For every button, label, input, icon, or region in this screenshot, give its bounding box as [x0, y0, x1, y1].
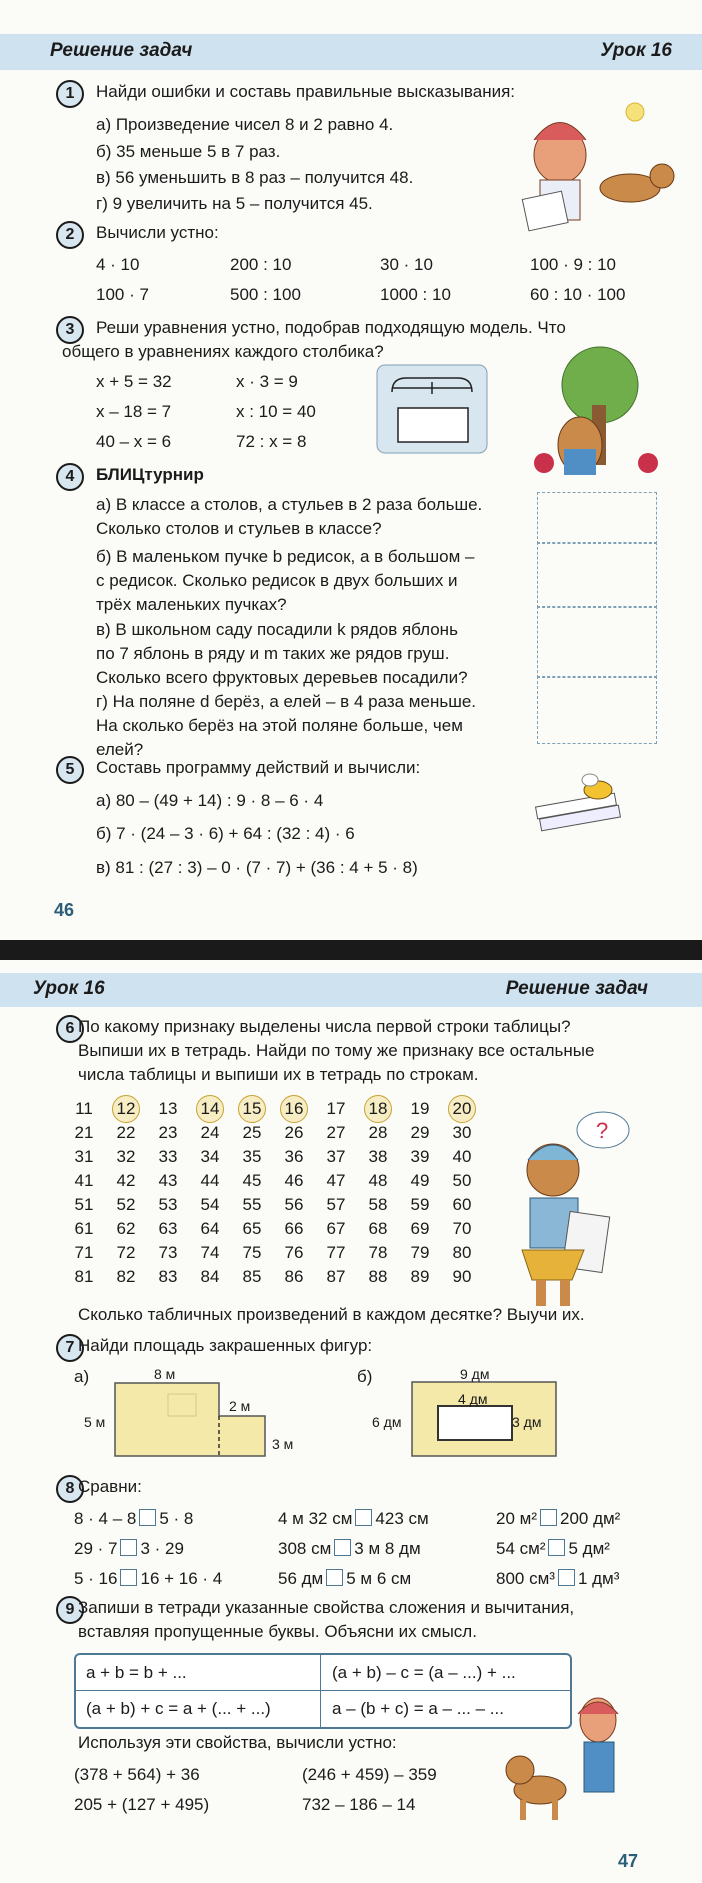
page-number: 46 [54, 900, 75, 920]
table-cell: 62 [116, 1219, 136, 1238]
task-title: Найди ошибки и составь правильные высказывания: [96, 82, 516, 101]
figure-label: б) [357, 1367, 373, 1386]
table-cell: 15 [242, 1099, 262, 1118]
table-cell: 71 [74, 1243, 94, 1262]
page-46 [0, 0, 702, 940]
dimension-label: 2 м [229, 1398, 251, 1414]
table-cell: 50 [452, 1171, 472, 1190]
expression: 4 · 10 [96, 255, 140, 274]
task-title: Сравни: [78, 1477, 142, 1496]
table-cell: 48 [368, 1171, 388, 1190]
equation: 72 : x = 8 [236, 432, 307, 451]
figure-a-shape [112, 1380, 272, 1460]
table-cell: 64 [200, 1219, 220, 1238]
expression: 732 – 186 – 14 [302, 1795, 416, 1814]
compare-left: 54 см² [496, 1539, 546, 1558]
equation: x : 10 = 40 [236, 402, 316, 421]
task-title: Реши уравнения устно, подобрав подходящую модель. Что [96, 318, 566, 337]
dimension-label: 5 м [84, 1414, 106, 1430]
expression: а) 80 – (49 + 14) : 9 · 8 – 6 · 4 [96, 791, 324, 810]
problem-line: елей? [96, 740, 144, 759]
task-number: 4 [56, 463, 84, 491]
expression: 205 + (127 + 495) [74, 1795, 210, 1814]
task-number: 6 [56, 1015, 84, 1043]
table-cell: 60 [452, 1195, 472, 1214]
table-cell: 70 [452, 1219, 472, 1238]
task-number: 3 [56, 316, 84, 344]
property-cell: (a + b) – c = (a – ...) + ... [332, 1663, 516, 1682]
header-topic: Решение задач [50, 40, 193, 61]
problem-line: в) В школьном саду посадили k рядов яблонь [96, 620, 458, 639]
table-cell: 19 [410, 1099, 430, 1118]
table-cell: 85 [242, 1267, 262, 1286]
answer-box[interactable] [355, 1509, 372, 1526]
compare-right: 423 см [375, 1509, 429, 1528]
monkey-with-book-illustration [508, 1110, 638, 1310]
dimension-label: 8 м [154, 1366, 176, 1382]
compare-right: 200 дм² [559, 1509, 621, 1528]
compare-left: 5 · 16 [74, 1569, 118, 1588]
compare-right: 5 м 6 см [346, 1569, 412, 1588]
task-number: 7 [56, 1334, 84, 1362]
table-cell: 58 [368, 1195, 388, 1214]
table-cell: 39 [410, 1147, 430, 1166]
answer-box[interactable] [558, 1569, 575, 1586]
table-cell: 45 [242, 1171, 262, 1190]
dimension-label: 3 м [272, 1436, 294, 1452]
equation: x · 3 = 9 [236, 372, 298, 391]
expression: 1000 : 10 [380, 285, 451, 304]
answer-box[interactable] [120, 1569, 137, 1586]
compare-item [496, 1567, 619, 1591]
dimension-label: 9 дм [460, 1366, 490, 1382]
table-cell: 78 [368, 1243, 388, 1262]
expression: 100 · 7 [96, 285, 149, 304]
table-cell: 80 [452, 1243, 472, 1262]
table-cell: 32 [116, 1147, 136, 1166]
answer-box[interactable] [139, 1509, 156, 1526]
table-cell: 44 [200, 1171, 220, 1190]
table-cell: 42 [116, 1171, 136, 1190]
dimension-label: 4 дм [458, 1391, 488, 1407]
task-title: Найди площадь закрашенных фигур: [78, 1336, 373, 1355]
dog-and-clown-illustration [500, 1690, 630, 1830]
table-cell: 16 [284, 1099, 304, 1118]
compare-left: 56 дм [278, 1569, 324, 1588]
table-cell: 35 [242, 1147, 262, 1166]
table-cell: 14 [200, 1099, 220, 1118]
compare-left: 20 м² [496, 1509, 537, 1528]
problem-line: по 7 яблонь в ряду и m таких же рядов груш. [96, 644, 450, 663]
header-topic: Решение задач [505, 978, 648, 999]
compare-left: 800 см³ [496, 1569, 555, 1588]
table-cell: 33 [158, 1147, 178, 1166]
table-cell: 28 [368, 1123, 388, 1142]
table-cell: 59 [410, 1195, 430, 1214]
answer-box[interactable] [548, 1539, 565, 1556]
task-title: Вычисли устно: [96, 223, 219, 242]
table-cell: 54 [200, 1195, 220, 1214]
table-cell: 29 [410, 1123, 430, 1142]
table-cell: 11 [75, 1099, 93, 1118]
compare-item [74, 1537, 184, 1561]
table-cell: 68 [368, 1219, 388, 1238]
task-item: г) 9 увеличить на 5 – получится 45. [96, 194, 373, 213]
expression: 30 · 10 [380, 255, 433, 274]
table-cell: 43 [158, 1171, 178, 1190]
expression: б) 7 · (24 – 3 · 6) + 64 : (32 : 4) · 6 [96, 824, 355, 843]
table-cell: 65 [242, 1219, 262, 1238]
compare-item [74, 1567, 222, 1591]
task-text: вставляя пропущенные буквы. Объясни их смысл. [78, 1622, 477, 1641]
table-cell: 20 [452, 1099, 472, 1118]
table-cell: 27 [326, 1123, 346, 1142]
answer-box[interactable] [537, 676, 657, 744]
task-title: общего в уравнениях каждого столбика? [62, 342, 384, 361]
table-cell: 88 [368, 1267, 388, 1286]
answer-box[interactable] [120, 1539, 137, 1556]
table-cell: 75 [242, 1243, 262, 1262]
table-divider [76, 1690, 570, 1691]
compare-item [278, 1567, 411, 1591]
dimension-label: 3 дм [512, 1414, 542, 1430]
problem-line: Сколько всего фруктовых деревьев посадили? [96, 668, 468, 687]
owl-tree-illustration [530, 345, 670, 485]
clown-with-dog-illustration [520, 100, 700, 240]
table-cell: 24 [200, 1123, 220, 1142]
table-cell: 34 [200, 1147, 220, 1166]
compare-right: 1 дм³ [577, 1569, 620, 1588]
table-cell: 86 [284, 1267, 304, 1286]
compare-right: 3 м 8 дм [354, 1539, 421, 1558]
compare-right: 3 · 29 [140, 1539, 184, 1558]
task-title: Составь программу действий и вычисли: [96, 758, 421, 777]
properties-table [74, 1653, 572, 1729]
task-subtitle: Используя эти свойства, вычисли устно: [78, 1733, 397, 1752]
expression: 60 : 10 · 100 [530, 285, 626, 304]
figure-label: а) [74, 1367, 90, 1386]
table-cell: 61 [74, 1219, 94, 1238]
answer-box[interactable] [334, 1539, 351, 1556]
compare-left: 4 м 32 см [278, 1509, 353, 1528]
compare-right: 5 дм² [568, 1539, 610, 1558]
table-cell: 49 [410, 1171, 430, 1190]
compare-item [496, 1507, 620, 1531]
task-number: 2 [56, 221, 84, 249]
table-cell: 84 [200, 1267, 220, 1286]
table-cell: 87 [326, 1267, 346, 1286]
problem-line: Сколько столов и стульев в классе? [96, 519, 382, 538]
task-text: Выпиши их в тетрадь. Найди по тому же признаку все остальные [78, 1041, 595, 1060]
table-cell: 18 [368, 1099, 388, 1118]
task-number: 1 [56, 80, 84, 108]
task-number: 5 [56, 756, 84, 784]
table-cell: 77 [326, 1243, 346, 1262]
table-cell: 25 [242, 1123, 262, 1142]
table-cell: 40 [452, 1147, 472, 1166]
compare-left: 29 · 7 [74, 1539, 118, 1558]
answer-box[interactable] [537, 606, 657, 678]
equation-model-diagram [376, 364, 488, 454]
table-cell: 55 [242, 1195, 262, 1214]
page-header [0, 973, 702, 1007]
table-cell: 21 [74, 1123, 94, 1142]
table-cell: 37 [326, 1147, 346, 1166]
expression: 100 · 9 : 10 [530, 255, 617, 274]
table-cell: 30 [452, 1123, 472, 1142]
table-cell: 17 [326, 1099, 346, 1118]
table-cell: 13 [158, 1099, 178, 1118]
compare-item [74, 1507, 193, 1531]
page-header [0, 34, 702, 70]
answer-box[interactable] [326, 1569, 343, 1586]
dimension-label: 6 дм [372, 1414, 402, 1430]
table-cell: 72 [116, 1243, 136, 1262]
task-text: числа таблицы и выпиши их в тетрадь по строкам. [78, 1065, 479, 1084]
compare-left: 8 · 4 – 8 [74, 1509, 137, 1528]
table-cell: 81 [74, 1267, 94, 1286]
answer-box[interactable] [537, 492, 657, 544]
table-cell: 73 [158, 1243, 178, 1262]
task-item: а) Произведение чисел 8 и 2 равно 4. [96, 115, 394, 134]
problem-line: а) В классе a столов, а стульев в 2 раза больше. [96, 495, 483, 514]
table-cell: 26 [284, 1123, 304, 1142]
equation: 40 – x = 6 [96, 432, 172, 451]
table-cell: 47 [326, 1171, 346, 1190]
table-cell: 82 [116, 1267, 136, 1286]
expression: в) 81 : (27 : 3) – 0 · (7 · 7) + (36 : 4 + 5 · 8) [96, 858, 418, 877]
table-cell: 83 [158, 1267, 178, 1286]
task-item: в) 56 уменьшить в 8 раз – получится 48. [96, 168, 414, 187]
expression: 500 : 100 [230, 285, 301, 304]
svg-text:?: ? [596, 1118, 609, 1143]
compare-right: 5 · 8 [159, 1509, 194, 1528]
problem-line: б) В маленьком пучке b редисок, а в большом – [96, 547, 475, 566]
compare-item [278, 1537, 421, 1561]
table-cell: 36 [284, 1147, 304, 1166]
task-number: 9 [56, 1596, 84, 1624]
table-cell: 90 [452, 1267, 472, 1286]
table-cell: 23 [158, 1123, 178, 1142]
page-number: 47 [618, 1851, 639, 1871]
compare-item [278, 1507, 429, 1531]
table-cell: 56 [284, 1195, 304, 1214]
task-title: БЛИЦтурнир [96, 465, 204, 484]
table-cell: 31 [74, 1147, 94, 1166]
table-divider [320, 1655, 321, 1727]
answer-box[interactable] [537, 542, 657, 608]
table-cell: 89 [410, 1267, 430, 1286]
task-text: Запиши в тетради указанные свойства сложения и вычитания, [78, 1598, 575, 1617]
table-cell: 66 [284, 1219, 304, 1238]
table-cell: 52 [116, 1195, 136, 1214]
equation: x – 18 = 7 [96, 402, 172, 421]
table-cell: 67 [326, 1219, 346, 1238]
table-cell: 12 [116, 1099, 136, 1118]
expression: 200 : 10 [230, 255, 292, 274]
table-cell: 41 [74, 1171, 94, 1190]
property-cell: a – (b + c) = a – ... – ... [332, 1699, 504, 1718]
task-question: Сколько табличных произведений в каждом десятке? Выучи их. [78, 1305, 585, 1324]
table-cell: 74 [200, 1243, 220, 1262]
task-number: 8 [56, 1475, 84, 1503]
problem-line: г) На поляне d берёз, а елей – в 4 раза меньше. [96, 692, 477, 711]
table-cell: 79 [410, 1243, 430, 1262]
bee-on-books-illustration [526, 770, 636, 840]
answer-box[interactable] [540, 1509, 557, 1526]
problem-line: c редисок. Сколько редисок в двух больших и [96, 571, 458, 590]
table-cell: 69 [410, 1219, 430, 1238]
task-text: По какому признаку выделены числа первой строки таблицы? [78, 1017, 571, 1036]
compare-item [496, 1537, 610, 1561]
table-cell: 53 [158, 1195, 178, 1214]
expression: (246 + 459) – 359 [302, 1765, 437, 1784]
table-cell: 76 [284, 1243, 304, 1262]
table-cell: 51 [74, 1195, 94, 1214]
compare-left: 308 см [278, 1539, 332, 1558]
compare-right: 16 + 16 · 4 [140, 1569, 223, 1588]
property-cell: (a + b) + c = a + (... + ...) [86, 1699, 271, 1718]
task-item: б) 35 меньше 5 в 7 раз. [96, 142, 281, 161]
table-cell: 22 [116, 1123, 136, 1142]
problem-line: трёх маленьких пучках? [96, 595, 287, 614]
header-lesson: Урок 16 [600, 40, 672, 61]
table-cell: 63 [158, 1219, 178, 1238]
expression: (378 + 564) + 36 [74, 1765, 200, 1784]
property-cell: a + b = b + ... [86, 1663, 187, 1682]
table-cell: 57 [326, 1195, 346, 1214]
problem-line: На сколько берёз на этой поляне больше, чем [96, 716, 463, 735]
equation: x + 5 = 32 [96, 372, 172, 391]
header-lesson: Урок 16 [33, 978, 105, 999]
table-cell: 46 [284, 1171, 304, 1190]
table-cell: 38 [368, 1147, 388, 1166]
